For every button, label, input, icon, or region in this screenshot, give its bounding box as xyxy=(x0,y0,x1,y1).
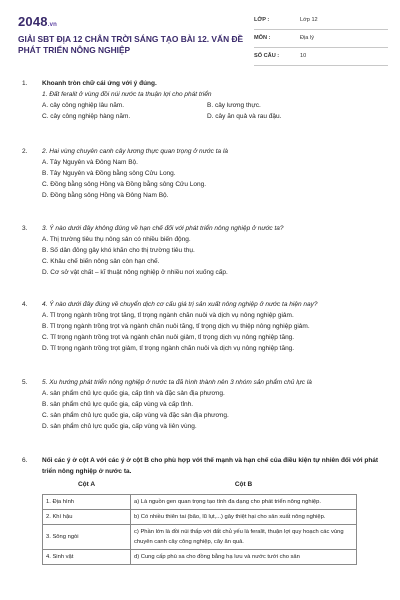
meta-row-class xyxy=(254,12,388,30)
question-number: 1. xyxy=(22,80,28,87)
answer-option: B. Số dân đông gây khó khăn cho thị trường tiêu thụ. xyxy=(42,247,195,254)
meta-value: Địa lý xyxy=(300,35,314,41)
answer-option: A. Tỉ trọng ngành trồng trọt tăng, tỉ trọng ngành chăn nuôi và dịch vụ nông nghiệp giảm. xyxy=(42,312,294,319)
answer-option: A. sản phẩm chủ lực quốc gia, cấp tỉnh và đặc sản địa phương. xyxy=(42,390,225,397)
answer-option: C. Đồng bằng sông Hồng và Đồng bằng sông Cửu Long. xyxy=(42,181,207,188)
question-number: 6. xyxy=(22,457,28,464)
question-instruction: Khoanh tròn chữ cái ứng với ý đúng. xyxy=(42,80,157,87)
meta-row-count xyxy=(254,48,388,66)
page-header xyxy=(18,12,388,70)
answer-option: D. cây ăn quả và rau đậu. xyxy=(207,113,282,120)
site-logo[interactable] xyxy=(18,14,57,29)
question-number: 3. xyxy=(22,225,28,232)
answer-option: A. Thị trường tiêu thụ nông sản có nhiều biến động. xyxy=(42,236,191,243)
meta-row-subject xyxy=(254,30,388,48)
table-row xyxy=(43,550,357,565)
answer-option: C. Tỉ trọng ngành trồng trọt và ngành chăn nuôi giảm, tỉ trọng dịch vụ nông nghiệp tăng. xyxy=(42,334,295,341)
question-stem: 2. Hai vùng chuyên canh cây lương thực quan trọng ở nước ta là xyxy=(42,148,229,155)
answer-option: D. Đồng bằng sông Hồng và Đông Nam Bộ. xyxy=(42,192,169,199)
table-cell-b: c) Phần lớn là đồi núi thấp với đất chủ yếu là feralit, thuận lợi quy hoạch các vùng chuyên canh cây công nghiệp, cây ăn quả. xyxy=(131,525,357,550)
column-a-header: Cột A xyxy=(77,481,96,488)
meta-value: Lớp 12 xyxy=(300,17,318,23)
page-title: GIẢI SBT ĐỊA 12 CHÂN TRỜI SÁNG TẠO BÀI 12. VẤN ĐỀ PHÁT TRIỂN NÔNG NGHIỆP xyxy=(18,34,244,55)
answer-option: D. sản phẩm chủ lực quốc gia, cấp vùng và liên vùng. xyxy=(42,423,197,430)
answer-option: B. Tỉ trọng ngành trồng trọt và ngành chăn nuôi tăng, tỉ trọng dịch vụ thiệp nông nghiệp giảm. xyxy=(42,323,310,330)
question-number: 2. xyxy=(22,148,28,155)
table-cell-b: d) Cung cấp phù sa cho đồng bằng hạ lưu và nước tưới cho sản xyxy=(131,550,357,565)
question-stem: 1. Đất feralit ở vùng đồi núi nước ta thuận lợi cho phát triển xyxy=(42,91,212,98)
question-stem: 3. Ý nào dưới đây không đúng về hạn chế đối với phát triển nông nghiệp ở nước ta? xyxy=(42,225,284,232)
table-cell-a: 1. Địa hình xyxy=(43,495,131,510)
question-number: 4. xyxy=(22,301,28,308)
matching-table xyxy=(42,478,357,565)
question-instruction: Nối các ý ở cột A với các ý ở cột B cho phù hợp với thế mạnh và hạn chế của điều kiện tự nhiên đối với phát triển nông nghiệp ở nước ta. xyxy=(42,457,379,475)
answer-option: C. cây công nghiệp hàng năm. xyxy=(42,113,131,120)
logo-text: 2048 xyxy=(18,14,48,29)
answer-option: B. Tây Nguyên và Đồng bằng sông Cửu Long. xyxy=(42,170,176,177)
question-stem: 5. Xu hướng phát triển nông nghiệp ở nước ta đã hình thành nên 3 nhóm sản phẩm chủ lực là xyxy=(42,379,312,386)
meta-value: 10 xyxy=(300,53,307,59)
meta-key: SỐ CÂU : xyxy=(254,53,280,59)
table-cell-b: b) Có nhiều thiên tai (bão, lũ lụt,...) gây thiệt hại cho sản xuất nông nghiệp. xyxy=(131,510,357,525)
table-row xyxy=(43,510,357,525)
table-cell-a: 4. Sinh vật xyxy=(43,550,131,565)
meta-key: MÔN : xyxy=(254,35,271,41)
answer-option: B. sản phẩm chủ lực quốc gia, cấp vùng và cấp tỉnh. xyxy=(42,401,194,408)
answer-option: A. cây công nghiệp lâu năm. xyxy=(42,102,125,109)
answer-option: D. Cơ sở vật chất – kĩ thuật nông nghiệp ở nhiều nơi xuống cấp. xyxy=(42,269,228,276)
table-cell-a: 2. Khí hậu xyxy=(43,510,131,525)
answer-option: C. Khâu chế biến nông sản còn hạn chế. xyxy=(42,258,160,265)
question-number: 5. xyxy=(22,379,28,386)
table-row xyxy=(43,495,357,510)
meta-key: LỚP : xyxy=(254,17,270,23)
table-cell-a: 3. Sông ngòi xyxy=(43,525,131,550)
meta-box xyxy=(254,12,388,66)
table-row xyxy=(43,525,357,550)
table-cell-b: a) Là nguồn gen quan trọng tạo tính đa dạng cho phát triển nông nghiệp. xyxy=(131,495,357,510)
answer-option: B. cây lương thực. xyxy=(207,102,261,109)
answer-option: D. Tỉ trọng ngành trồng trọt giảm, tỉ trọng ngành chăn nuôi và dịch vụ nông nghiệp tăng. xyxy=(42,345,295,352)
answer-option: A. Tây Nguyên và Đông Nam Bộ. xyxy=(42,159,138,166)
answer-option: C. sản phẩm chủ lực quốc gia, cấp vùng và đặc sản địa phương. xyxy=(42,412,229,419)
logo-suffix: .vn xyxy=(47,22,58,28)
question-stem: 4. Ý nào dưới đây đúng về chuyển dịch cơ cấu giá trị sản xuất nông nghiệp ở nước ta hiện nay? xyxy=(42,301,318,308)
column-b-header: Cột B xyxy=(234,481,253,488)
